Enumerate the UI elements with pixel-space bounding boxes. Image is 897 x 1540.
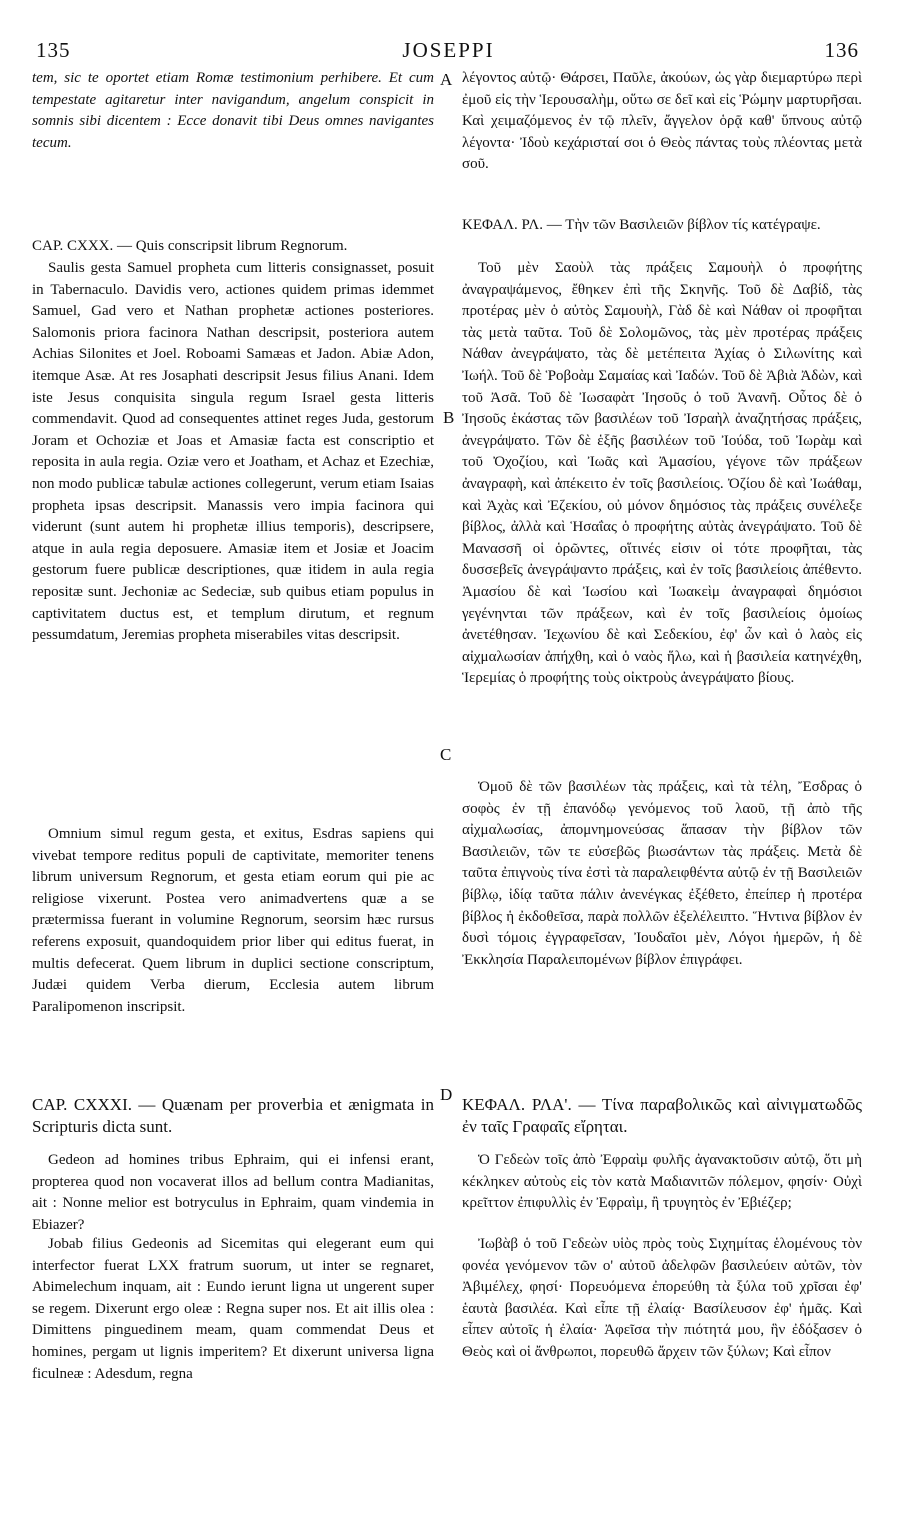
- greek-chapter-130-heading: ΚΕΦΑΛ. ΡΛ. — Τὴν τῶν Βασιλειῶν βίβλον τίς κατέγραψε.: [462, 217, 821, 233]
- greek-chapter-130-text-2: Ὁμοῦ δὲ τῶν βασιλέων τὰς πράξεις, καὶ τὰ τέλη, Ἔσδρας ὁ σοφὸς ἐν τῇ ἐπανόδῳ γενόμενος τοῦ λαοῦ, τῇ ἀπὸ τῆς αἰχμαλωσίας, ἀπομνημονεύσας ἅπασαν τὴν βίβλον τῶν Βασιλειῶν, τῶν τε εὐσεβῶς βιωσάντων τὰς πράξεις. Μετὰ δὲ ταῦτα ἐπιγνοὺς τίνα ἐστὶ τὰ παραλειφθέντα αὐτῷ ἐν τῇ Βασιλειῶν βίβλῳ, ἰδίᾳ ταῦτα πάλιν ἀνενέγκας ἐξέθετο, ἐπείπερ ἡ προτέρα βίβλος ἡ ἐκδοθεῖσα, παρὰ πολλῶν ἐξελέλειπτο. Ἥντινα βίβλον ἐν δυσὶ τόμοις ἐγγραφεῖσαν, Ἰουδαῖοι μὲν, Λόγοι ἡμερῶν, ἡ δὲ Ἐκκλησία Παραλειπομένων βίβλον ἐπιγράφει.: [462, 779, 862, 968]
- greek-chapter-131-heading: ΚΕΦΑΛ. ΡΛΑ'. — Τίνα παραβολικῶς καὶ αἰνιγματωδῶς ἐν ταῖς Γραφαῖς εἴρηται.: [462, 1095, 862, 1136]
- greek-chapter-130-text: Τοῦ μὲν Σαοὺλ τὰς πράξεις Σαμουὴλ ὁ προφήτης ἀναγραψάμενος, ἔθηκεν ἐπὶ τῆς Σκηνῆς. Τοῦ δὲ Δαβίδ, τὰς προτέρας μὲν ὁ αὐτὸς Σαμουὴλ, Γὰδ δὲ καὶ Νάθαν οἱ προφῆται τὰς μετὰ ταῦτα. Τοῦ δὲ Σολομῶνος, τὰς μὲν προτέρας πράξεις Νάθαν ἀνεγράψατο, τὰς δὲ μετέπειτα Ἀχίας ὁ Σιλωνίτης καὶ Ἰωήλ. Τοῦ δὲ Ῥοβοὰμ Σαμαίας καὶ Ἰαδών. Τοῦ δὲ Ἀβιὰ Ἀδὼν, καὶ τοῦ Ἀσᾶ. Τοῦ δὲ Ἰωσαφὰτ Ἰησοῦς ὁ τοῦ Ἀνανῆ. Οὗτος δὲ ὁ Ἰησοῦς ἑκάστας τῶν βασιλέων τοῦ Ἰσραὴλ ἀναζητήσας πράξεις, ἀνεγράψατο. Τῶν δὲ ἑξῆς βασιλέων τοῦ Ἰούδα, τοῦ Ἰωρὰμ καὶ τοῦ Ὀχοζίου, καὶ Ἰωᾶς καὶ Ἀμασίου, γέγονε τῶν πράξεων ἀναγραφὴ, καὶ ἀπέκειτο ἐν τοῖς βασιλείοις. Ὀζίου δὲ καὶ Ἰωάθαμ, καὶ Ἀχὰς καὶ Ἐζεκίου, οὐ μόνον δημόσιος τὰς πράξεις συνέλεξε βίβλος, ἀλλὰ καὶ Ἡσαΐας ὁ προφήτης αὐτὰς ἀνεγράψατο. Τοῦ δὲ Μανασσῆ οἱ ὁρῶντες, οἵτινές εἰσιν οἱ τότε προφῆται, τὰς δυσσεβεῖς ἀνεγράψαντο πράξεις, καὶ ἐν τοῖς βασιλείοις ἀπέθεντο. Ἀμασίου δὲ καὶ Ἰωσίου καὶ Ἰωακεὶμ ἀναγραφαὶ δημόσιοι γεγένηνται τῶν πράξεων, καὶ ἐν τοῖς βασιλείοις ὁμοίως ἀνετέθησαν. Ἰεχωνίου δὲ καὶ Σεδεκίου, ἐφ' ὧν καὶ ὁ λαὸς εἰς αἰχμαλωσίαν ἀπήχθη, καὶ ὁ ναὸς ἥλω, καὶ ἡ βασιλεία κατηνέχθη, Ἱερεμίας ὁ προφήτης τοὺς οἰκτροὺς ἀνεγράψατο βίους.: [462, 260, 862, 687]
- section-marker-a: A: [440, 70, 453, 89]
- right-page-number: 136: [824, 38, 859, 62]
- section-marker-b: B: [443, 408, 455, 427]
- left-page-number: 135: [36, 38, 71, 62]
- latin-chapter-130-text: Saulis gesta Samuel propheta cum litteris consignasset, posuit in Tabernaculo. Davidis vero, actiones quidem primas idemmet Samuel, Gad vero et Nathan prophetæ actiones posteriores. Salomonis priora facinora Nathan descripsit, posteriora autem Achias Silonites et Joel. Roboami Samæas et Jadon. Abiæ Adon, itemque Asæ. At res Josaphati descripsit Jesus filius Anani. Idem iste Jesus conquisita singula regum Israel gesta litteris commendavit. Quod ad consequentes attinet reges Juda, gestorum Joram et Ochoziæ et Joas et Amasiæ facta est conscriptio et reposita in aula regia. Oziæ vero et Joatham, et Achaz et Ezechiæ, non modo publicæ tabulæ actiones collegerunt, verum etiam Isaias propheta ipsas descripsit. Manassis vero impia facinora qui viderunt (sunt autem hi prophetæ illius temporis), descripsere, atque in aula regia deposuere. Amasiæ item et Josiæ et Joacim gestorum fuere publicæ descriptiones, quæ itidem in aula regia repositæ sunt. Jechoniæ ac Sedeciæ, sub quibus etiam populus in captivitatem ductus est, et templum dirutum, et regnum pessumdatum, Jeremias propheta miserabiles vitas descripsit.: [32, 260, 434, 644]
- page-header: [0, 38, 897, 68]
- latin-chapter-130-text-2: Omnium simul regum gesta, et exitus, Esdras sapiens qui vivebat tempore reditus populi de captivitate, memoriter tenens librum universum Regnorum, et gesta etiam eorum qui pie ac religiose vixerunt. Postea vero animadvertens quæ a se prætermissa fuerant in volumine Regnorum, seorsim hæc rursus referens exposuit, quandoquidem prior liber qui editus fuerat, in multis defecerat. Quem librum in duplici sectione conscriptum, Judæi quidem Verba dierum, Ecclesia autem librum Paralipomenon inscripsit.: [32, 826, 434, 1015]
- running-title: JOSEPPI: [402, 38, 495, 62]
- greek-opening-paragraph: λέγοντος αὐτῷ· Θάρσει, Παῦλε, ἀκούων, ὡς γὰρ διεμαρτύρω περὶ ἐμοῦ εἰς τὴν Ἱερουσαλὴμ, οὕτω σε δεῖ καὶ εἰς Ῥώμην μαρτυρῆσαι. Καὶ χειμαζόμενος ἐν τῷ πλεῖν, ἄγγελον ὁρᾷ καθ' ὕπνους αὐτῷ λέγοντα· Ἰδοὺ κεχάρισταί σοι ὁ Θεὸς πάντας τοὺς πλέοντας μετὰ σοῦ.: [462, 70, 862, 173]
- section-marker-c: C: [440, 745, 452, 764]
- latin-chapter-131-text-2: Jobab filius Gedeonis ad Sicemitas qui elegerant eum qui interfector fuerat LXX fratrum suorum, ut inter se regnaret, Abimelechum inquam, ait : Eundo ierunt ligna ut ungerent super se regem. Dixerunt ergo oleæ : Regna super nos. Et ait illis olea : Dimittens pinguedinem meam, quam commendat Deus et homines, pergam ut lignis imperitem? Et dixerunt universa ligna ficulneæ : Adesdum, regna: [32, 1236, 434, 1382]
- section-marker-d: D: [440, 1085, 453, 1104]
- latin-chapter-130-heading: CAP. CXXX. — Quis conscripsit librum Regnorum.: [32, 238, 348, 254]
- latin-chapter-131-heading: CAP. CXXXI. — Quænam per proverbia et ænigmata in Scripturis dicta sunt.: [32, 1095, 434, 1136]
- latin-chapter-131-text: Gedeon ad homines tribus Ephraim, qui ei infensi erant, propterea quod non vocaverat illos ad bellum contra Madianitas, ait : Nonne melior est botryculus in Ephraim, quam vindemia in Ebiazer?: [32, 1152, 434, 1233]
- latin-opening-paragraph: tem, sic te oportet etiam Romæ testimonium perhibere. Et cum tempestate agitaretur inter navigandum, angelum conspicit in somnis sibi dicentem : Ecce donavit tibi Deus omnes navigantes tecum.: [32, 70, 434, 151]
- greek-chapter-131-text: Ὁ Γεδεὼν τοῖς ἀπὸ Ἐφραὶμ φυλῆς ἀγανακτοῦσιν αὐτῷ, ὅτι μὴ κέκληκεν αὐτοὺς εἰς τὸν κατὰ Μαδιανιτῶν πόλεμον, φησίν· Οὐχὶ κρεῖττον ἐπιφυλλὶς ἐν Ἐφραὶμ, ἢ τρυγητὸς ἐν Ἐβιέζερ;: [462, 1152, 862, 1212]
- greek-chapter-131-text-2: Ἰωβὰβ ὁ τοῦ Γεδεὼν υἱὸς πρὸς τοὺς Σιχημίτας ἑλομένους τὸν φονέα γενόμενον τῶν ο' αὐτοῦ ἀδελφῶν βασιλεύειν αὐτῶν, τὸν Ἀβιμέλεχ, φησί· Πορευόμενα ἐπορεύθη τὰ ξύλα τοῦ χρῖσαι ἐφ' ἑαυτὰ βασιλέα. Καὶ εἶπε τῇ ἐλαίᾳ· Βασίλευσον ἐφ' ἡμᾶς. Καὶ εἶπεν αὐτοῖς ἡ ἐλαία· Ἀφεῖσα τὴν πιότητά μου, ἣν ἐδόξασεν ὁ Θεὸς καὶ οἱ ἄνθρωποι, πορευθῶ ἄρχειν τῶν ξύλων; Καὶ εἶπον: [462, 1236, 862, 1360]
